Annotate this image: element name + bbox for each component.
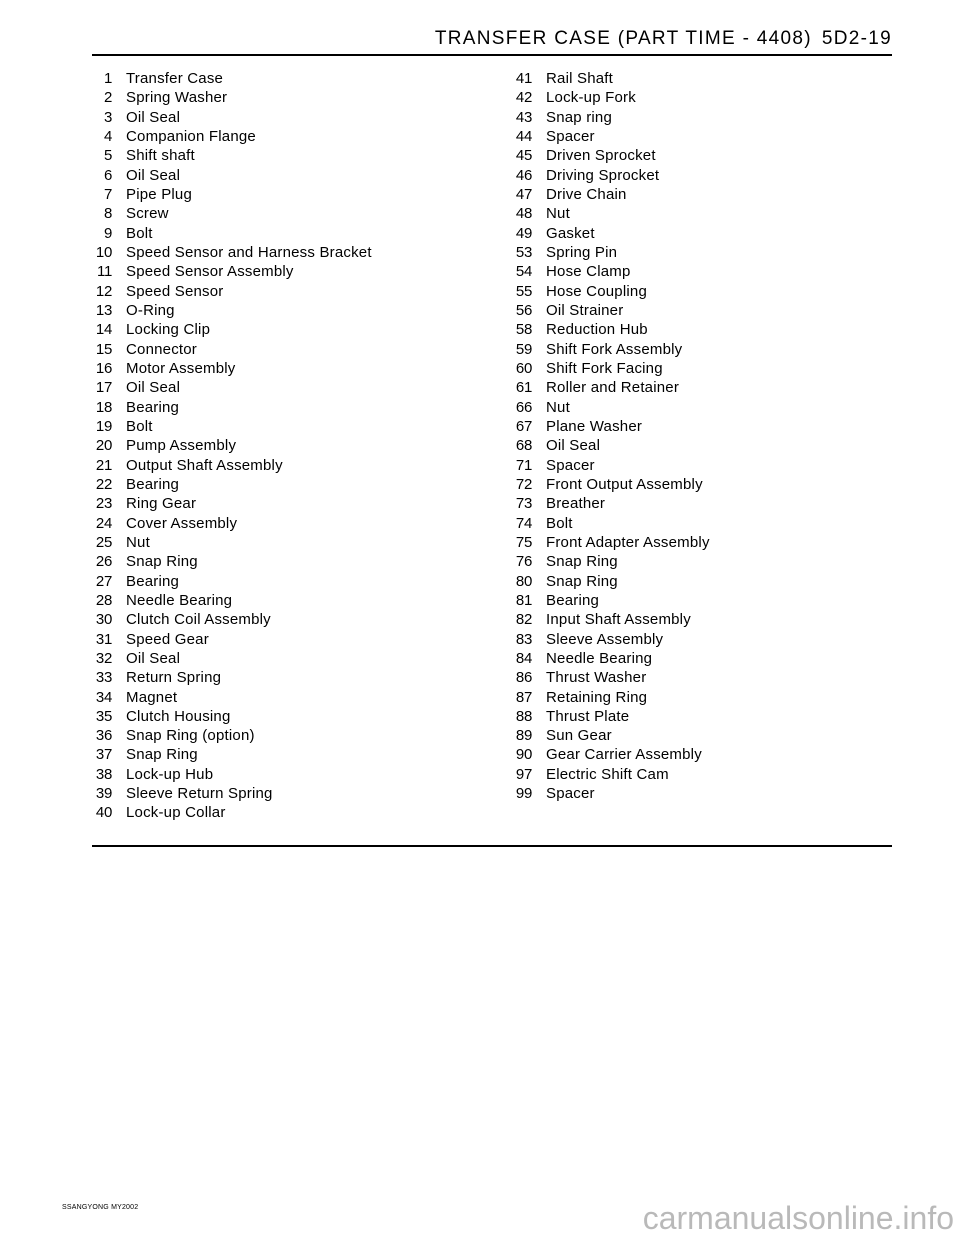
part-number: 31 xyxy=(95,630,112,648)
part-number: 32 xyxy=(95,649,112,667)
watermark-text: carmanualsonline.info xyxy=(642,1200,954,1236)
part-list-item xyxy=(78,803,478,822)
part-list-item xyxy=(498,282,898,301)
part-name: Oil Strainer xyxy=(546,301,624,319)
part-number: 42 xyxy=(515,89,532,107)
part-number: 53 xyxy=(515,243,532,261)
part-list-item xyxy=(78,204,478,223)
section-title: TRANSFER CASE (PART TIME - 4408) xyxy=(434,28,812,49)
part-number: 75 xyxy=(515,533,532,551)
part-number: 38 xyxy=(95,765,112,783)
part-number: 58 xyxy=(515,321,532,339)
part-name: Output Shaft Assembly xyxy=(126,456,283,474)
part-name: Bearing xyxy=(126,572,180,590)
part-name: Front Adapter Assembly xyxy=(546,533,710,551)
part-list-item xyxy=(78,301,478,320)
part-list-item xyxy=(498,398,898,417)
part-list-item xyxy=(78,262,478,281)
part-list-item xyxy=(78,88,478,107)
part-number: 56 xyxy=(515,301,532,319)
part-name: Spacer xyxy=(546,127,595,145)
part-number: 99 xyxy=(515,785,532,803)
part-name: Lock-up Fork xyxy=(546,89,636,107)
part-name: Snap Ring (option) xyxy=(126,727,255,745)
part-list-item xyxy=(498,533,898,552)
part-list-item xyxy=(498,108,898,127)
part-number: 11 xyxy=(97,263,112,281)
part-number: 54 xyxy=(515,263,532,281)
part-name: Bolt xyxy=(126,417,153,435)
part-number: 4 xyxy=(103,127,112,145)
part-name: Speed Sensor and Harness Bracket xyxy=(126,243,372,261)
part-list-item xyxy=(498,320,898,339)
part-list-item xyxy=(498,185,898,204)
part-name: Gasket xyxy=(546,224,595,242)
part-list-item xyxy=(78,726,478,745)
part-list-item xyxy=(498,726,898,745)
part-list-item xyxy=(78,475,478,494)
part-name: Transfer Case xyxy=(126,70,224,87)
part-list-item xyxy=(498,378,898,397)
parts-list-left xyxy=(78,69,478,823)
part-number: 7 xyxy=(103,185,112,203)
part-number: 35 xyxy=(95,707,112,725)
part-list-item xyxy=(498,359,898,378)
part-name: Roller and Retainer xyxy=(546,379,680,397)
part-name: Pipe Plug xyxy=(126,185,193,203)
part-number: 14 xyxy=(95,321,112,339)
part-list-item xyxy=(78,436,478,455)
part-name: Snap Ring xyxy=(546,572,618,590)
part-name: Snap Ring xyxy=(546,553,618,571)
part-list-item xyxy=(498,552,898,571)
part-number: 5 xyxy=(103,147,112,165)
part-name: Return Spring xyxy=(126,669,222,687)
part-number: 47 xyxy=(515,185,532,203)
part-name: Driving Sprocket xyxy=(546,166,660,184)
part-list-item xyxy=(78,146,478,165)
part-name: Retaining Ring xyxy=(546,688,648,706)
part-name: Speed Sensor Assembly xyxy=(126,263,294,281)
part-list-item xyxy=(498,69,898,88)
part-number: 67 xyxy=(515,417,532,435)
part-name: Needle Bearing xyxy=(126,591,233,609)
part-name: Bearing xyxy=(546,591,600,609)
part-number: 44 xyxy=(515,127,532,145)
part-list-item xyxy=(498,668,898,687)
part-name: Thrust Plate xyxy=(546,707,630,725)
part-list-item xyxy=(78,688,478,707)
part-name: Spring Pin xyxy=(546,243,618,261)
part-number: 80 xyxy=(515,572,532,590)
part-number: 28 xyxy=(95,591,112,609)
part-list-item xyxy=(78,591,478,610)
part-name: Clutch Coil Assembly xyxy=(126,611,271,629)
part-number: 46 xyxy=(515,166,532,184)
part-name: Front Output Assembly xyxy=(546,475,703,493)
part-number: 21 xyxy=(95,456,112,474)
part-list-item xyxy=(78,378,478,397)
part-number: 24 xyxy=(95,514,112,532)
part-number: 34 xyxy=(95,688,112,706)
part-number: 72 xyxy=(515,475,532,493)
part-list-item xyxy=(78,610,478,629)
part-number: 61 xyxy=(515,379,532,397)
part-list-item xyxy=(78,359,478,378)
part-number: 87 xyxy=(515,688,532,706)
part-list-item xyxy=(78,494,478,513)
part-list-item xyxy=(498,745,898,764)
part-list-item xyxy=(498,301,898,320)
part-name: Snap Ring xyxy=(126,553,198,571)
part-number: 33 xyxy=(95,669,112,687)
part-name: Nut xyxy=(546,398,570,416)
part-number: 49 xyxy=(515,224,532,242)
part-name: Breather xyxy=(546,495,606,513)
part-name: Drive Chain xyxy=(546,185,627,203)
part-list-item xyxy=(78,707,478,726)
part-number: 13 xyxy=(95,301,112,319)
part-number: 16 xyxy=(95,359,112,377)
part-name: Screw xyxy=(126,205,169,223)
part-number: 41 xyxy=(515,70,532,87)
part-list-item xyxy=(78,166,478,185)
part-number: 74 xyxy=(515,514,532,532)
part-name: Oil Seal xyxy=(126,379,181,397)
part-list-item xyxy=(78,765,478,784)
part-number: 59 xyxy=(515,340,532,358)
part-number: 81 xyxy=(515,591,532,609)
part-name: Connector xyxy=(126,340,198,358)
part-list-item xyxy=(498,262,898,281)
part-number: 66 xyxy=(515,398,532,416)
part-number: 89 xyxy=(515,727,532,745)
parts-list-right xyxy=(498,69,898,803)
part-number: 12 xyxy=(95,282,112,300)
part-number: 15 xyxy=(95,340,112,358)
part-list-item xyxy=(78,572,478,591)
part-list-item xyxy=(78,320,478,339)
part-name: Ring Gear xyxy=(126,495,197,513)
page-header xyxy=(92,28,892,56)
part-number: 19 xyxy=(95,417,112,435)
part-list-item xyxy=(78,456,478,475)
part-list-item xyxy=(498,591,898,610)
part-list-item xyxy=(498,572,898,591)
part-number: 10 xyxy=(95,243,112,261)
part-name: Plane Washer xyxy=(546,417,643,435)
part-name: Speed Sensor xyxy=(126,282,224,300)
part-name: Sleeve Assembly xyxy=(546,630,664,648)
part-list-item xyxy=(78,649,478,668)
list-bottom-divider xyxy=(92,845,892,847)
part-name: Needle Bearing xyxy=(546,649,653,667)
part-number: 84 xyxy=(515,649,532,667)
part-number: 20 xyxy=(95,437,112,455)
part-name: Pump Assembly xyxy=(126,437,237,455)
part-name: Electric Shift Cam xyxy=(546,765,669,783)
part-list-item xyxy=(498,765,898,784)
part-name: Sleeve Return Spring xyxy=(126,785,273,803)
part-name: Shift Fork Assembly xyxy=(546,340,683,358)
part-name: Oil Seal xyxy=(126,166,181,184)
part-list-item xyxy=(498,146,898,165)
part-name: Hose Coupling xyxy=(546,282,647,300)
part-name: Shift shaft xyxy=(126,147,195,165)
part-name: Reduction Hub xyxy=(546,321,648,339)
part-list-item xyxy=(498,630,898,649)
part-number: 9 xyxy=(103,224,112,242)
part-number: 1 xyxy=(103,70,112,87)
part-number: 45 xyxy=(515,147,532,165)
part-name: Spring Washer xyxy=(126,89,228,107)
part-number: 30 xyxy=(95,611,112,629)
part-number: 25 xyxy=(95,533,112,551)
part-name: Snap ring xyxy=(546,108,613,126)
footer-text: SSANGYONG MY2002 xyxy=(62,1204,139,1211)
part-list-item xyxy=(498,514,898,533)
part-list-item xyxy=(78,417,478,436)
part-name: Nut xyxy=(126,533,150,551)
header-divider xyxy=(92,54,892,56)
part-number: 27 xyxy=(95,572,112,590)
part-list-item xyxy=(498,224,898,243)
part-name: Snap Ring xyxy=(126,746,198,764)
part-list-item xyxy=(78,108,478,127)
part-list-item xyxy=(498,688,898,707)
part-list-item xyxy=(498,243,898,262)
part-name: Bearing xyxy=(126,475,180,493)
part-number: 90 xyxy=(515,746,532,764)
part-name: Input Shaft Assembly xyxy=(546,611,691,629)
part-number: 40 xyxy=(95,804,112,822)
part-list-item xyxy=(498,475,898,494)
part-name: Spacer xyxy=(546,456,595,474)
part-list-item xyxy=(498,610,898,629)
part-name: Driven Sprocket xyxy=(546,147,656,165)
part-name: Sun Gear xyxy=(546,727,612,745)
part-list-item xyxy=(78,185,478,204)
part-list-item xyxy=(498,649,898,668)
part-list-item xyxy=(498,417,898,436)
part-number: 6 xyxy=(103,166,112,184)
part-number: 86 xyxy=(515,669,532,687)
part-number: 2 xyxy=(103,89,112,107)
part-number: 8 xyxy=(103,205,112,223)
part-number: 43 xyxy=(515,108,532,126)
part-list-item xyxy=(78,552,478,571)
part-list-item xyxy=(78,224,478,243)
part-number: 39 xyxy=(95,785,112,803)
part-list-item xyxy=(498,784,898,803)
part-number: 97 xyxy=(515,765,532,783)
part-list-item xyxy=(498,436,898,455)
part-number: 82 xyxy=(515,611,532,629)
part-list-item xyxy=(78,630,478,649)
part-number: 76 xyxy=(515,553,532,571)
part-number: 55 xyxy=(515,282,532,300)
part-list-item xyxy=(498,166,898,185)
part-number: 36 xyxy=(95,727,112,745)
part-name: Bearing xyxy=(126,398,180,416)
part-name: Bolt xyxy=(546,514,573,532)
part-list-item xyxy=(498,340,898,359)
part-number: 17 xyxy=(95,379,112,397)
part-list-item xyxy=(78,69,478,88)
part-name: Oil Seal xyxy=(546,437,601,455)
part-number: 23 xyxy=(95,495,112,513)
part-name: Bolt xyxy=(126,224,153,242)
part-list-item xyxy=(498,88,898,107)
part-name: Gear Carrier Assembly xyxy=(546,746,702,764)
part-name: Clutch Housing xyxy=(126,707,231,725)
part-number: 3 xyxy=(103,108,112,126)
part-name: O-Ring xyxy=(126,301,175,319)
part-number: 18 xyxy=(95,398,112,416)
part-number: 26 xyxy=(95,553,112,571)
part-name: Magnet xyxy=(126,688,178,706)
part-name: Rail Shaft xyxy=(546,70,614,87)
part-number: 60 xyxy=(515,359,532,377)
part-list-item xyxy=(78,668,478,687)
part-list-item xyxy=(78,243,478,262)
part-list-item xyxy=(498,494,898,513)
part-list-item xyxy=(498,204,898,223)
part-number: 48 xyxy=(515,205,532,223)
part-name: Nut xyxy=(546,205,570,223)
part-name: Motor Assembly xyxy=(126,359,236,377)
part-list-item xyxy=(78,784,478,803)
part-number: 88 xyxy=(515,707,532,725)
part-list-item xyxy=(78,340,478,359)
part-name: Shift Fork Facing xyxy=(546,359,663,377)
part-list-item xyxy=(78,533,478,552)
part-name: Cover Assembly xyxy=(126,514,238,532)
part-list-item xyxy=(498,456,898,475)
part-name: Thrust Washer xyxy=(546,669,647,687)
part-name: Oil Seal xyxy=(126,108,181,126)
part-list-item xyxy=(78,745,478,764)
part-list-item xyxy=(78,282,478,301)
part-number: 68 xyxy=(515,437,532,455)
part-number: 83 xyxy=(515,630,532,648)
part-number: 37 xyxy=(95,746,112,764)
part-number: 73 xyxy=(515,495,532,513)
part-name: Speed Gear xyxy=(126,630,209,648)
part-name: Hose Clamp xyxy=(546,263,631,281)
page-number: 5D2-19 xyxy=(821,28,892,49)
part-number: 71 xyxy=(515,456,532,474)
part-list-item xyxy=(78,398,478,417)
part-name: Lock-up Hub xyxy=(126,765,214,783)
part-name: Oil Seal xyxy=(126,649,181,667)
part-list-item xyxy=(498,127,898,146)
part-list-item xyxy=(78,514,478,533)
part-name: Lock-up Collar xyxy=(126,804,226,822)
part-number: 22 xyxy=(95,475,112,493)
part-list-item xyxy=(498,707,898,726)
part-name: Locking Clip xyxy=(126,321,211,339)
part-name: Companion Flange xyxy=(126,127,256,145)
part-list-item xyxy=(78,127,478,146)
part-name: Spacer xyxy=(546,785,595,803)
